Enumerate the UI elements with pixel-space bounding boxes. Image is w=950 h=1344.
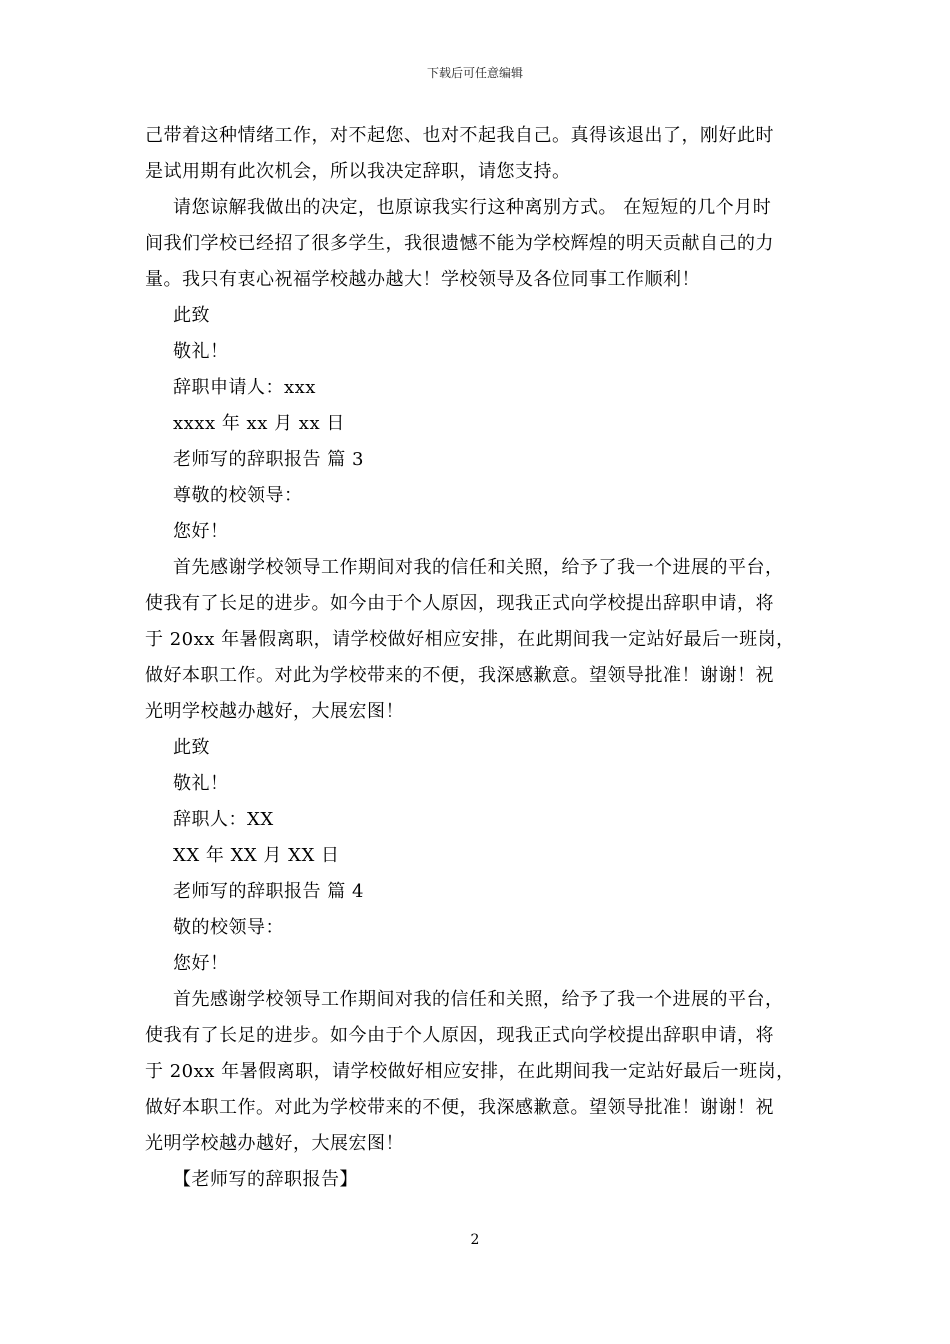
addressee-line: 尊敬的校领导： [173, 485, 303, 506]
text-line: 光明学校越办越好，大展宏图！ [145, 701, 404, 722]
section-title: 老师写的辞职报告 篇 3 [173, 449, 364, 470]
greeting-line: 您好！ [173, 953, 229, 974]
signature-line: 辞职人：XX [173, 809, 274, 830]
bracket-title: 【老师写的辞职报告】 [173, 1169, 358, 1190]
text-line: 首先感谢学校领导工作期间对我的信任和关照，给予了我一个进展的平台， [173, 557, 784, 578]
text-line: 请您谅解我做出的决定，也原谅我实行这种离别方式。 在短短的几个月时 [173, 197, 772, 218]
page-number: 2 [470, 1232, 480, 1248]
text-line: 使我有了长足的进步。如今由于个人原因，现我正式向学校提出辞职申请，将 [145, 1025, 774, 1046]
page-header: 下载后可任意编辑 [426, 66, 523, 80]
text-line: 首先感谢学校领导工作期间对我的信任和关照，给予了我一个进展的平台， [173, 989, 784, 1010]
date-line: XX 年 XX 月 XX 日 [173, 845, 340, 866]
date-line: xxxx 年 xx 月 xx 日 [173, 413, 345, 434]
text-line: 于 20xx 年暑假离职，请学校做好相应安排，在此期间我一定站好最后一班岗， [145, 629, 795, 650]
closing-line: 此致 [173, 737, 210, 758]
addressee-line: 敬的校领导： [173, 917, 284, 938]
text-line: 间我们学校已经招了很多学生，我很遗憾不能为学校辉煌的明天贡献自己的力 [145, 233, 774, 254]
text-line: 己带着这种情绪工作，对不起您、也对不起我自己。真得该退出了，刚好此时 [145, 125, 774, 146]
signature-line: 辞职申请人：xxx [173, 377, 316, 398]
text-line: 于 20xx 年暑假离职，请学校做好相应安排，在此期间我一定站好最后一班岗， [145, 1061, 795, 1082]
text-line: 是试用期有此次机会，所以我决定辞职，请您支持。 [145, 161, 571, 182]
section-title: 老师写的辞职报告 篇 4 [173, 881, 364, 902]
text-line: 做好本职工作。对此为学校带来的不便，我深感歉意。望领导批准！谢谢！祝 [145, 665, 774, 686]
salutation-line: 敬礼！ [173, 341, 229, 362]
text-line: 光明学校越办越好，大展宏图！ [145, 1133, 404, 1154]
greeting-line: 您好！ [173, 521, 229, 542]
text-line: 使我有了长足的进步。如今由于个人原因，现我正式向学校提出辞职申请，将 [145, 593, 774, 614]
closing-line: 此致 [173, 305, 210, 326]
text-line: 做好本职工作。对此为学校带来的不便，我深感歉意。望领导批准！谢谢！祝 [145, 1097, 774, 1118]
salutation-line: 敬礼！ [173, 773, 229, 794]
text-line: 量。我只有衷心祝福学校越办越大！学校领导及各位同事工作顺利！ [145, 269, 700, 290]
document-body [145, 118, 810, 1198]
